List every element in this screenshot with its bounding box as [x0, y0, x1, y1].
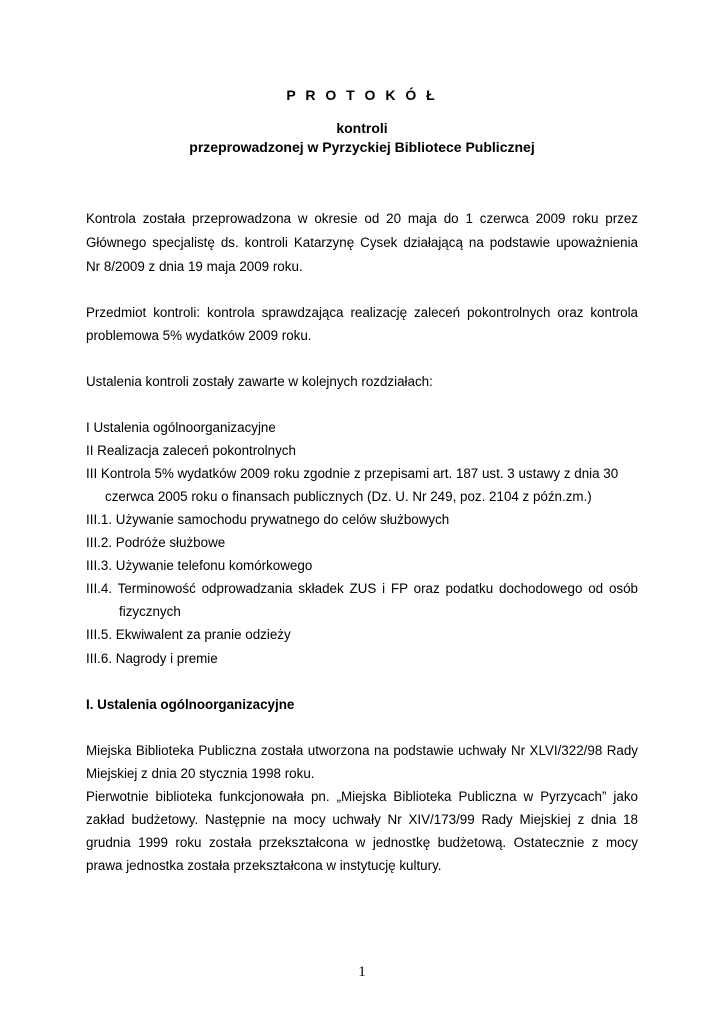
section-line: Miejskiej z dnia 20 stycznia 1998 roku. — [86, 766, 315, 781]
page-title: P R O T O K Ó Ł — [286, 87, 438, 103]
section-line: prawa jednostka została przekształcona w instytucję kultury. — [86, 858, 442, 873]
intro-p2-line-2: problemowa 5% wydatków 2009 roku. — [86, 328, 312, 343]
toc-item: III.6. Nagrody i premie — [86, 651, 218, 666]
intro-p1-line-1: Kontrola została przeprowadzona w okresie od 20 maja do 1 czerwca 2009 roku przez — [86, 211, 638, 226]
toc-item: III.1. Używanie samochodu prywatnego do celów służbowych — [86, 512, 450, 527]
toc-item-continuation: fizycznych — [119, 604, 181, 619]
section-line: zakład budżetowy. Następnie na mocy uchwały Nr XIV/173/99 Rady Miejskiej z dnia 18 — [86, 812, 638, 827]
subtitle-line-1: kontroli — [336, 120, 388, 136]
page-number: 1 — [358, 964, 366, 980]
toc-item: III.5. Ekwiwalent za pranie odzieży — [86, 627, 291, 642]
intro-p1-line-3: Nr 8/2009 z dnia 19 maja 2009 roku. — [86, 259, 303, 274]
section-heading: I. Ustalenia ogólnoorganizacyjne — [86, 697, 295, 712]
intro-p3: Ustalenia kontroli zostały zawarte w kolejnych rozdziałach: — [86, 374, 433, 389]
toc-item: III Kontrola 5% wydatków 2009 roku zgodnie z przepisami art. 187 ust. 3 ustawy z dnia 30 — [86, 466, 619, 481]
section-line: Pierwotnie biblioteka funkcjonowała pn. „Miejska Biblioteka Publiczna w Pyrzycach” jako — [86, 789, 638, 804]
toc-item: I Ustalenia ogólnoorganizacyjne — [86, 420, 276, 435]
toc-item: III.4. Terminowość odprowadzania składek ZUS i FP oraz podatku dochodowego od osób — [86, 581, 638, 596]
toc-item: III.3. Używanie telefonu komórkowego — [86, 558, 313, 573]
intro-p2-line-1: Przedmiot kontroli: kontrola sprawdzająca realizację zaleceń pokontrolnych oraz kontrola — [86, 305, 638, 320]
section-line: Miejska Biblioteka Publiczna została utworzona na podstawie uchwały Nr XLVI/322/98 Rady — [86, 743, 638, 758]
toc-item: II Realizacja zaleceń pokontrolnych — [86, 443, 296, 458]
toc-item-continuation: czerwca 2005 roku o finansach publicznych (Dz. U. Nr 249, poz. 2104 z późn.zm.) — [105, 489, 592, 504]
subtitle-line-2: przeprowadzonej w Pyrzyckiej Bibliotece Publicznej — [189, 139, 535, 155]
intro-p1-line-2: Głównego specjalistę ds. kontroli Katarzynę Cysek działającą na podstawie upoważnienia — [86, 235, 638, 250]
toc-item: III.2. Podróże służbowe — [86, 535, 226, 550]
section-line: grudnia 1999 roku została przekształcona w jednostkę budżetową. Ostatecznie z mocy — [86, 835, 638, 850]
